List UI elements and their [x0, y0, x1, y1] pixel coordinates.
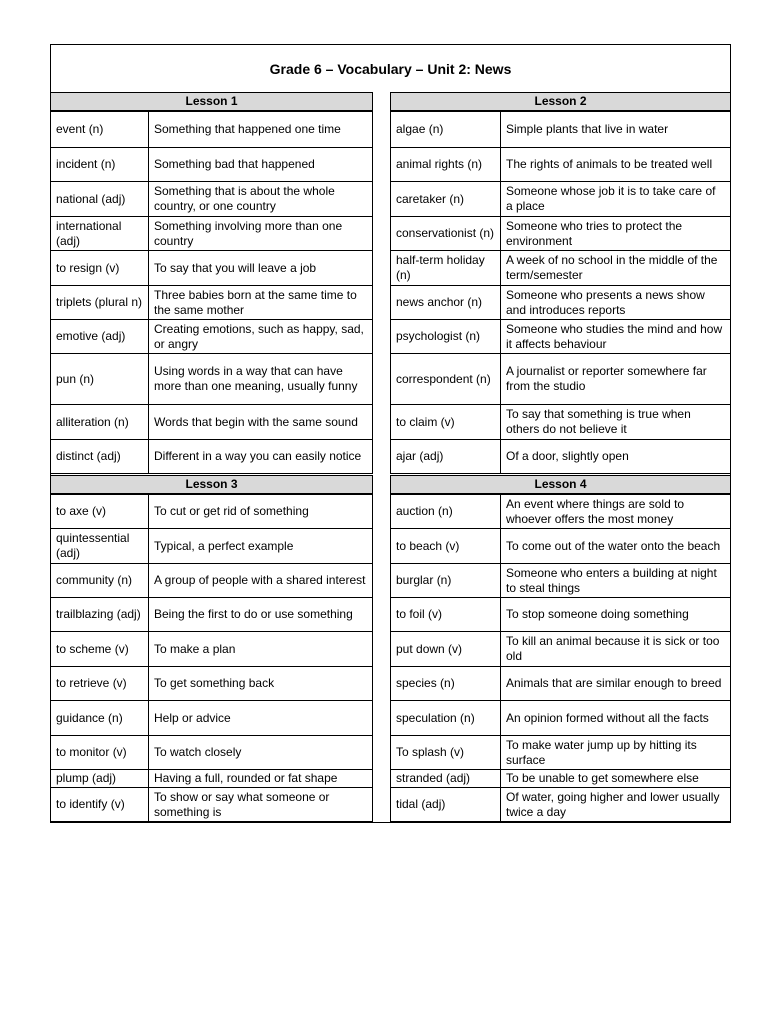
table-row	[51, 320, 373, 354]
vocab-word: quintessential (adj)	[51, 529, 149, 564]
lesson-2-section	[390, 92, 731, 474]
lesson-1-section	[50, 92, 373, 474]
vocab-definition: Someone who presents a news show and introduces reports	[501, 286, 731, 320]
table-row	[51, 440, 373, 474]
vocab-word: put down (v)	[391, 632, 501, 667]
page-title: Grade 6 – Vocabulary – Unit 2: News	[269, 60, 512, 77]
vocab-word: stranded (adj)	[391, 770, 501, 788]
table-row	[51, 632, 373, 667]
vocab-definition: Something bad that happened	[149, 148, 373, 182]
vocab-definition: To make a plan	[149, 632, 373, 667]
lesson-heading: Lesson 2	[390, 92, 731, 111]
vocab-word: to resign (v)	[51, 251, 149, 286]
vocabulary-sheet	[50, 44, 731, 823]
vocab-definition: To get something back	[149, 667, 373, 701]
table-row	[391, 632, 731, 667]
vocab-word: burglar (n)	[391, 564, 501, 598]
vocab-word: ajar (adj)	[391, 440, 501, 474]
vocab-definition: To make water jump up by hitting its surface	[501, 736, 731, 770]
table-row	[391, 354, 731, 405]
vocab-word: conservationist (n)	[391, 217, 501, 251]
vocab-definition: An event where things are sold to whoever offers the most money	[501, 495, 731, 529]
vocab-word: plump (adj)	[51, 770, 149, 788]
vocab-definition: A journalist or reporter somewhere far from the studio	[501, 354, 731, 405]
table-row	[51, 405, 373, 440]
vocab-word: international (adj)	[51, 217, 149, 251]
vocab-word: to monitor (v)	[51, 736, 149, 770]
vocab-word: triplets (plural n)	[51, 286, 149, 320]
table-row	[391, 495, 731, 529]
vocab-definition: Of a door, slightly open	[501, 440, 731, 474]
vocab-definition: Someone who tries to protect the environment	[501, 217, 731, 251]
vocab-definition: Something that happened one time	[149, 112, 373, 148]
vocabulary-table	[50, 494, 373, 822]
vocab-definition: Being the first to do or use something	[149, 598, 373, 632]
table-row	[51, 529, 373, 564]
vocab-definition: Something that is about the whole country, or one country	[149, 182, 373, 217]
vocab-word: psychologist (n)	[391, 320, 501, 354]
vocabulary-table	[390, 494, 731, 822]
vocab-word: algae (n)	[391, 112, 501, 148]
table-row	[391, 286, 731, 320]
table-row	[391, 598, 731, 632]
lesson-3-section	[50, 475, 373, 822]
table-row	[391, 529, 731, 564]
vocab-word: guidance (n)	[51, 701, 149, 736]
table-row	[391, 736, 731, 770]
vocab-word: to beach (v)	[391, 529, 501, 564]
table-row	[51, 667, 373, 701]
table-row	[391, 112, 731, 148]
vocab-word: tidal (adj)	[391, 788, 501, 822]
vocab-definition: To say that you will leave a job	[149, 251, 373, 286]
vocab-definition: Someone who enters a building at night to steal things	[501, 564, 731, 598]
table-row	[51, 112, 373, 148]
vocab-definition: Three babies born at the same time to the same mother	[149, 286, 373, 320]
table-row	[51, 736, 373, 770]
vocab-definition: Different in a way you can easily notice	[149, 440, 373, 474]
vocab-word: animal rights (n)	[391, 148, 501, 182]
table-row	[391, 182, 731, 217]
table-row	[391, 405, 731, 440]
vocab-definition: To be unable to get somewhere else	[501, 770, 731, 788]
vocab-word: event (n)	[51, 112, 149, 148]
vocab-definition: Creating emotions, such as happy, sad, or angry	[149, 320, 373, 354]
vocab-word: species (n)	[391, 667, 501, 701]
vocab-word: trailblazing (adj)	[51, 598, 149, 632]
vocab-definition: Something involving more than one country	[149, 217, 373, 251]
vocab-word: community (n)	[51, 564, 149, 598]
vocab-definition: Words that begin with the same sound	[149, 405, 373, 440]
table-row	[51, 148, 373, 182]
table-row	[391, 148, 731, 182]
table-row	[51, 598, 373, 632]
lesson-heading: Lesson 3	[50, 475, 373, 494]
table-row	[391, 788, 731, 822]
vocab-word: correspondent (n)	[391, 354, 501, 405]
table-row	[391, 564, 731, 598]
table-row	[51, 217, 373, 251]
vocab-definition: Animals that are similar enough to breed	[501, 667, 731, 701]
vocab-word: to identify (v)	[51, 788, 149, 822]
vocab-word: half-term holiday (n)	[391, 251, 501, 286]
vocab-definition: To stop someone doing something	[501, 598, 731, 632]
table-row	[391, 667, 731, 701]
table-row	[51, 251, 373, 286]
vocab-definition: An opinion formed without all the facts	[501, 701, 731, 736]
vocab-definition: Using words in a way that can have more than one meaning, usually funny	[149, 354, 373, 405]
vocab-word: to claim (v)	[391, 405, 501, 440]
table-row	[51, 770, 373, 788]
table-row	[391, 320, 731, 354]
vocab-definition: A week of no school in the middle of the term/semester	[501, 251, 731, 286]
table-row	[391, 217, 731, 251]
vocab-definition: To kill an animal because it is sick or too old	[501, 632, 731, 667]
vocab-word: to retrieve (v)	[51, 667, 149, 701]
vocab-word: speculation (n)	[391, 701, 501, 736]
vocab-definition: Someone whose job it is to take care of a place	[501, 182, 731, 217]
vocab-word: to scheme (v)	[51, 632, 149, 667]
table-row	[391, 701, 731, 736]
vocabulary-table	[390, 111, 731, 474]
vocab-word: caretaker (n)	[391, 182, 501, 217]
vocab-word: incident (n)	[51, 148, 149, 182]
vocab-definition: Someone who studies the mind and how it affects behaviour	[501, 320, 731, 354]
vocab-definition: Having a full, rounded or fat shape	[149, 770, 373, 788]
vocab-definition: To cut or get rid of something	[149, 495, 373, 529]
table-row	[51, 495, 373, 529]
vocab-word: national (adj)	[51, 182, 149, 217]
table-row	[391, 440, 731, 474]
vocab-definition: The rights of animals to be treated well	[501, 148, 731, 182]
vocab-definition: To come out of the water onto the beach	[501, 529, 731, 564]
vocab-word: To splash (v)	[391, 736, 501, 770]
vocab-definition: A group of people with a shared interest	[149, 564, 373, 598]
vocab-word: to axe (v)	[51, 495, 149, 529]
vocab-definition: To watch closely	[149, 736, 373, 770]
lesson-heading: Lesson 4	[390, 475, 731, 494]
table-row	[51, 182, 373, 217]
lesson-4-section	[390, 475, 731, 822]
vocab-definition: To say that something is true when others do not believe it	[501, 405, 731, 440]
vocab-word: pun (n)	[51, 354, 149, 405]
vocab-word: to foil (v)	[391, 598, 501, 632]
table-row	[51, 788, 373, 822]
table-row	[51, 286, 373, 320]
vocab-word: news anchor (n)	[391, 286, 501, 320]
vocab-definition: To show or say what someone or something is	[149, 788, 373, 822]
vocab-word: alliteration (n)	[51, 405, 149, 440]
vocab-word: emotive (adj)	[51, 320, 149, 354]
table-row	[51, 564, 373, 598]
table-row	[51, 354, 373, 405]
table-row	[51, 701, 373, 736]
vocab-definition: Of water, going higher and lower usually twice a day	[501, 788, 731, 822]
vocab-definition: Simple plants that live in water	[501, 112, 731, 148]
table-row	[391, 770, 731, 788]
vocab-word: distinct (adj)	[51, 440, 149, 474]
vocabulary-table	[50, 111, 373, 474]
vocab-word: auction (n)	[391, 495, 501, 529]
vocab-definition: Help or advice	[149, 701, 373, 736]
table-row	[391, 251, 731, 286]
lesson-heading: Lesson 1	[50, 92, 373, 111]
vocab-definition: Typical, a perfect example	[149, 529, 373, 564]
